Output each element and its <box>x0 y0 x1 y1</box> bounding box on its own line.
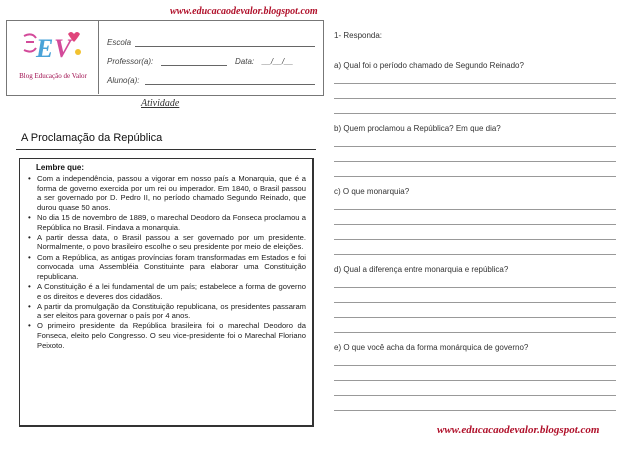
question-d: d) Qual a diferença entre monarquia e república? <box>334 265 509 274</box>
bullet-item: • A partir dessa data, o Brasil passou a ser governado por um presidente. Normalmente, o povo brasileiro escolhe o seu presidente por meio de eleições. <box>28 233 306 252</box>
answer-line[interactable] <box>334 410 616 411</box>
student-field[interactable] <box>145 84 315 85</box>
answer-line[interactable] <box>334 380 616 381</box>
teacher-label: Professor(a): <box>107 57 154 66</box>
bullet-item: • No dia 15 de novembro de 1889, o marechal Deodoro da Fonseca proclamou a República no Brasil. Findava a monarquia. <box>28 213 306 232</box>
questions-heading: 1- Responda: <box>334 31 383 40</box>
site-url-bottom[interactable]: www.educacaodevalor.blogspot.com <box>437 424 600 436</box>
answer-line[interactable] <box>334 365 616 366</box>
student-label: Aluno(a): <box>107 76 140 85</box>
teacher-field[interactable] <box>161 65 227 66</box>
date-label: Data: <box>235 57 255 66</box>
bullet-list <box>28 174 306 351</box>
logo-box <box>6 20 99 94</box>
school-label: Escola <box>107 38 132 47</box>
question-a: a) Qual foi o período chamado de Segundo Reinado? <box>334 61 524 70</box>
title-divider <box>16 149 316 150</box>
question-b: b) Quem proclamou a República? Em que dia? <box>334 124 501 133</box>
bullet-item: • O primeiro presidente da República brasileira foi o marechal Deodoro da Fonseca, eleito pelo Congresso. O seu vice-presidente foi o Marechal Floriano Peixoto. <box>28 321 306 350</box>
answer-line[interactable] <box>334 287 616 288</box>
bullet-item: • Com a República, as antigas províncias foram transformadas em Estados e foi convocada uma Assembléia Constituinte para elaborar uma Constituição republicana. <box>28 253 306 282</box>
question-c: c) O que monarquia? <box>334 187 410 196</box>
answer-line[interactable] <box>334 239 616 240</box>
answer-line[interactable] <box>334 146 616 147</box>
answer-line[interactable] <box>334 302 616 303</box>
svg-text:E: E <box>36 34 54 63</box>
school-field[interactable] <box>135 46 315 47</box>
site-url-top[interactable]: www.educacaodevalor.blogspot.com <box>170 6 318 17</box>
bullet-item: • A Constituição é a lei fundamental de um país; estabelece a forma de governo e os direitos e deveres dos cidadãos. <box>28 282 306 301</box>
ev-logo-icon <box>20 28 84 66</box>
lembre-heading: Lembre que: <box>36 163 85 172</box>
answer-line[interactable] <box>334 332 616 333</box>
svg-text:V: V <box>54 34 72 63</box>
answer-line[interactable] <box>334 209 616 210</box>
bullet-item: • A partir da promulgação da Constituição republicana, os presidentes passaram a ser eleitos para governar o país por 4 anos. <box>28 302 306 321</box>
answer-line[interactable] <box>334 161 616 162</box>
bullet-item: • Com a independência, passou a vigorar em nosso país a Monarquia, que é a forma de governo exercida por um rei ou imperador. Em 1840, o Brasil passou a ser governado por D. Pedro II, no período chamado Segundo Reinado, que durou quase 50 anos. <box>28 174 306 212</box>
answer-line[interactable] <box>334 317 616 318</box>
answer-line[interactable] <box>334 83 616 84</box>
date-field[interactable]: __/__/__ <box>262 57 294 66</box>
answer-line[interactable] <box>334 395 616 396</box>
question-e: e) O que você acha da forma monárquica de governo? <box>334 343 529 352</box>
logo-text: Blog Educação de Valor <box>19 72 87 80</box>
answer-line[interactable] <box>334 98 616 99</box>
answer-line[interactable] <box>334 254 616 255</box>
document-title: A Proclamação da República <box>21 132 163 144</box>
answer-line[interactable] <box>334 113 616 114</box>
answer-line[interactable] <box>334 176 616 177</box>
answer-line[interactable] <box>334 224 616 225</box>
activity-heading: Atividade <box>141 98 180 109</box>
